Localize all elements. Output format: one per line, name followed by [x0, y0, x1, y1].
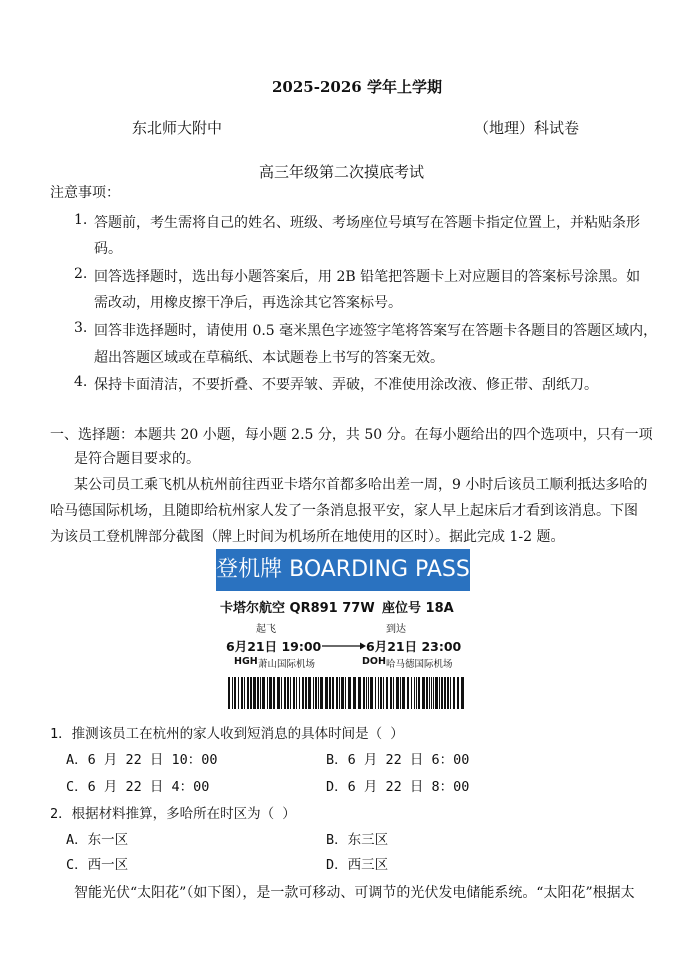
- note-number: 4.: [74, 374, 88, 390]
- arrive-time: 6月21日 23:00: [366, 639, 462, 654]
- note-number: 1.: [74, 212, 88, 228]
- arrive-label: 到达: [386, 624, 406, 635]
- depart-time: 6月21日 19:00: [226, 639, 322, 654]
- option-c: C．6 月 22 日 4：00: [66, 779, 210, 795]
- passage-line: 哈马德国际机场，且随即给杭州家人发了一条消息报平安，家人早上起床后才看到该消息。下图: [50, 503, 638, 519]
- depart-code: HGH: [234, 656, 258, 667]
- seat-number: 座位号 18A: [382, 601, 454, 616]
- note-line: 答题前，考生需将自己的姓名、班级、考场座位号填写在答题卡指定位置上，并粘贴条形: [94, 215, 640, 231]
- subject-title: （地理）科试卷: [474, 119, 580, 137]
- question-stem: 1．推测该员工在杭州的家人收到短消息的具体时间是（ ）: [50, 726, 404, 742]
- boarding-pass-image: [216, 549, 470, 712]
- depart-label: 起飞: [256, 624, 276, 635]
- note-line: 回答选择题时，选出每小题答案后，用 2B 铅笔把答题卡上对应题目的答案标号涂黑。如: [94, 269, 641, 285]
- note-number: 3.: [74, 320, 88, 336]
- term-title: 2025-2026 学年上学期: [272, 78, 442, 96]
- notes-title: 注意事项：: [50, 185, 120, 201]
- section-heading: 一、选择题：本题共 20 小题，每小题 2.5 分，共 50 分。在每小题给出的四个选项中，只有一项: [50, 427, 653, 443]
- barcode-icon: [228, 677, 464, 709]
- arrive-airport: 哈马德国际机场: [386, 659, 453, 670]
- note-line: 保持卡面清洁，不要折叠、不要弄皱、弄破，不准使用涂改液、修正带、刮纸刀。: [94, 377, 598, 393]
- passage-line: 为该员工登机牌部分截图（牌上时间为机场所在地使用的区时）。据此完成 1-2 题。: [50, 529, 565, 545]
- exam-title: 高三年级第二次摸底考试: [259, 163, 425, 181]
- passage-line: 智能光伏“太阳花”（如下图），是一款可移动、可调节的光伏发电储能系统。“太阳花”根据太: [74, 885, 635, 901]
- boarding-pass-header: 登机牌 BOARDING PASS: [216, 549, 470, 591]
- flight-number: 卡塔尔航空 QR891 77W: [220, 601, 375, 616]
- option-d: D．6 月 22 日 8：00: [326, 779, 470, 795]
- arrive-code: DOH: [362, 656, 386, 667]
- school-name: 东北师大附中: [132, 119, 223, 137]
- question-stem: 2．根据材料推算，多哈所在时区为（ ）: [50, 806, 296, 822]
- option-b: B．东三区: [326, 832, 389, 848]
- note-number: 2.: [74, 266, 88, 282]
- note-line: 码。: [94, 241, 122, 257]
- flight-arrow-icon: [322, 641, 366, 651]
- option-b: B．6 月 22 日 6：00: [326, 752, 470, 768]
- option-a: A．东一区: [66, 832, 129, 848]
- section-heading: 是符合题目要求的。: [74, 451, 200, 467]
- depart-airport: 萧山国际机场: [258, 659, 316, 670]
- note-line: 需改动，用橡皮擦干净后，再选涂其它答案标号。: [94, 295, 402, 311]
- note-line: 超出答题区域或在草稿纸、本试题卷上书写的答案无效。: [94, 350, 444, 366]
- option-d: D．西三区: [326, 857, 389, 873]
- option-a: A．6 月 22 日 10：00: [66, 752, 218, 768]
- note-line: 回答非选择题时，请使用 0.5 毫米黑色字迹签字笔将答案写在答题卡各题目的答题区域内，: [94, 323, 658, 339]
- option-c: C．西一区: [66, 857, 129, 873]
- passage-line: 某公司员工乘飞机从杭州前往西亚卡塔尔首都多哈出差一周，9 小时后该员工顺利抵达多哈的: [74, 477, 648, 493]
